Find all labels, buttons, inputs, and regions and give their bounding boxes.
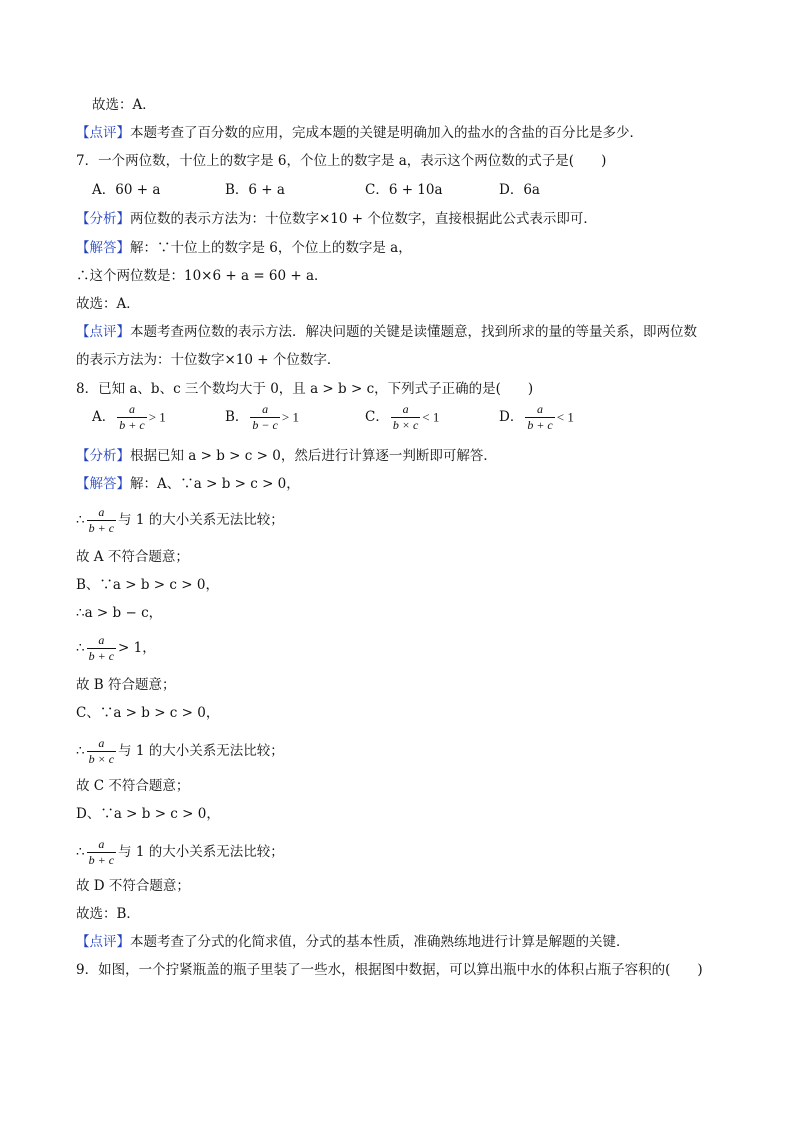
relation: < 1 (556, 409, 574, 425)
answer-line: 故选：B． (76, 906, 140, 922)
fraction (87, 838, 116, 867)
analysis-tag: 【分析】 (76, 211, 130, 227)
solution-step (76, 838, 284, 867)
solution-step: C、∵a > b > c > 0， (76, 705, 220, 721)
solution-step: 故 A 不符合题意； (76, 549, 189, 565)
solution-text: 解：∵十位上的数字是 6，个位上的数字是 a， (130, 240, 412, 256)
answer-line: 故选：A． (76, 296, 140, 312)
option-label: D． (499, 409, 524, 425)
solution-text: 解：A、∵a > b > c > 0， (130, 476, 300, 492)
solution-step: D、∵a > b > c > 0， (76, 806, 220, 822)
fraction (525, 403, 554, 432)
therefore-symbol: ∴ (76, 512, 85, 528)
denominator: b + c (88, 521, 115, 535)
fraction (87, 737, 116, 766)
q8-option-d (499, 403, 574, 432)
therefore-symbol: ∴ (76, 640, 85, 656)
analysis-line (76, 210, 597, 228)
step-text: 与 1 的大小关系无法比较； (118, 844, 284, 860)
solution-step: ∴a > b − c， (76, 605, 163, 621)
relation: > 1 (281, 409, 299, 425)
q7-option-d: D．6a (499, 182, 540, 198)
comment-text: 本题考查两位数的表示方法．解决问题的关键是读懂题意，找到所求的量的等量关系，即两位数 (130, 324, 697, 340)
question-7: 7．一个两位数，十位上的数字是 6，个位上的数字是 a，表示这个两位数的式子是( ) (76, 153, 607, 169)
numerator: a (537, 402, 544, 416)
therefore-symbol: ∴ (76, 844, 85, 860)
solution-step: ∴这个两位数是：10×6 + a = 60 + a． (76, 268, 328, 284)
answer-line: 故选：A． (92, 97, 156, 113)
solution-line (76, 239, 412, 257)
option-label: A． (92, 409, 116, 425)
comment-line (76, 323, 697, 341)
q7-option-c: C．6 + 10a (365, 182, 443, 198)
solution-line (76, 475, 300, 493)
solution-tag: 【解答】 (76, 240, 130, 256)
solution-step: B、∵a > b > c > 0， (76, 577, 219, 593)
relation: > 1 (148, 409, 166, 425)
comment-line (76, 933, 630, 951)
therefore-symbol: ∴ (76, 743, 85, 759)
comment-text: 本题考查了百分数的应用，完成本题的关键是明确加入的盐水的含盐的百分比是多少． (130, 125, 643, 141)
fraction (391, 403, 420, 432)
q8-option-a (92, 403, 166, 432)
option-label: B． (225, 409, 249, 425)
numerator: a (402, 402, 409, 416)
denominator: b + c (527, 418, 553, 432)
fraction (117, 403, 146, 432)
comment-tag: 【点评】 (76, 934, 130, 950)
step-text: 与 1 的大小关系无法比较； (118, 743, 284, 759)
comment-text: 本题考查了分式的化简求值，分式的基本性质，准确熟练地进行计算是解题的关键． (130, 934, 630, 950)
numerator: a (128, 402, 135, 416)
solution-step (76, 634, 156, 663)
analysis-line (76, 447, 497, 465)
comment-tag: 【点评】 (76, 324, 130, 340)
q8-option-c (365, 403, 439, 432)
analysis-text: 根据已知 a > b > c > 0，然后进行计算逐一判断即可解答． (130, 448, 497, 464)
solution-step: 故 D 不符合题意； (76, 878, 190, 894)
solution-step (76, 737, 284, 766)
fraction (250, 403, 279, 432)
analysis-tag: 【分析】 (76, 448, 130, 464)
q7-option-a: A．60 + a (92, 182, 161, 198)
numerator: a (262, 402, 269, 416)
question-8: 8．已知 a、b、c 三个数均大于 0，且 a > b > c，下列式子正确的是( ) (76, 381, 534, 397)
analysis-text: 两位数的表示方法为：十位数字×10 + 个位数字，直接根据此公式表示即可． (130, 211, 597, 227)
numerator: a (98, 505, 105, 519)
relation: < 1 (422, 409, 440, 425)
denominator: b × c (392, 418, 419, 432)
q8-option-b (225, 403, 299, 432)
solution-step (76, 506, 284, 535)
solution-step: 故 C 不符合题意； (76, 778, 190, 794)
comment-line (76, 124, 643, 142)
solution-step: 故 B 符合题意； (76, 677, 176, 693)
step-text: > 1， (118, 640, 156, 656)
numerator: a (98, 837, 105, 851)
denominator: b × c (88, 752, 115, 766)
numerator: a (98, 633, 105, 647)
comment-tag: 【点评】 (76, 125, 130, 141)
fraction (87, 634, 116, 663)
denominator: b + c (119, 418, 145, 432)
fraction (87, 506, 116, 535)
denominator: b + c (88, 649, 115, 663)
numerator: a (98, 736, 105, 750)
step-text: 与 1 的大小关系无法比较； (118, 512, 284, 528)
solution-tag: 【解答】 (76, 476, 130, 492)
denominator: b + c (88, 853, 115, 867)
q7-option-b: B．6 + a (225, 182, 285, 198)
denominator: b − c (252, 418, 278, 432)
option-label: C． (365, 409, 389, 425)
comment-continuation: 的表示方法为：十位数字×10 + 个位数字． (76, 352, 341, 368)
question-9: 9．如图，一个拧紧瓶盖的瓶子里装了一些水，根据图中数据，可以算出瓶中水的体积占瓶子容积的( ) (76, 962, 703, 978)
